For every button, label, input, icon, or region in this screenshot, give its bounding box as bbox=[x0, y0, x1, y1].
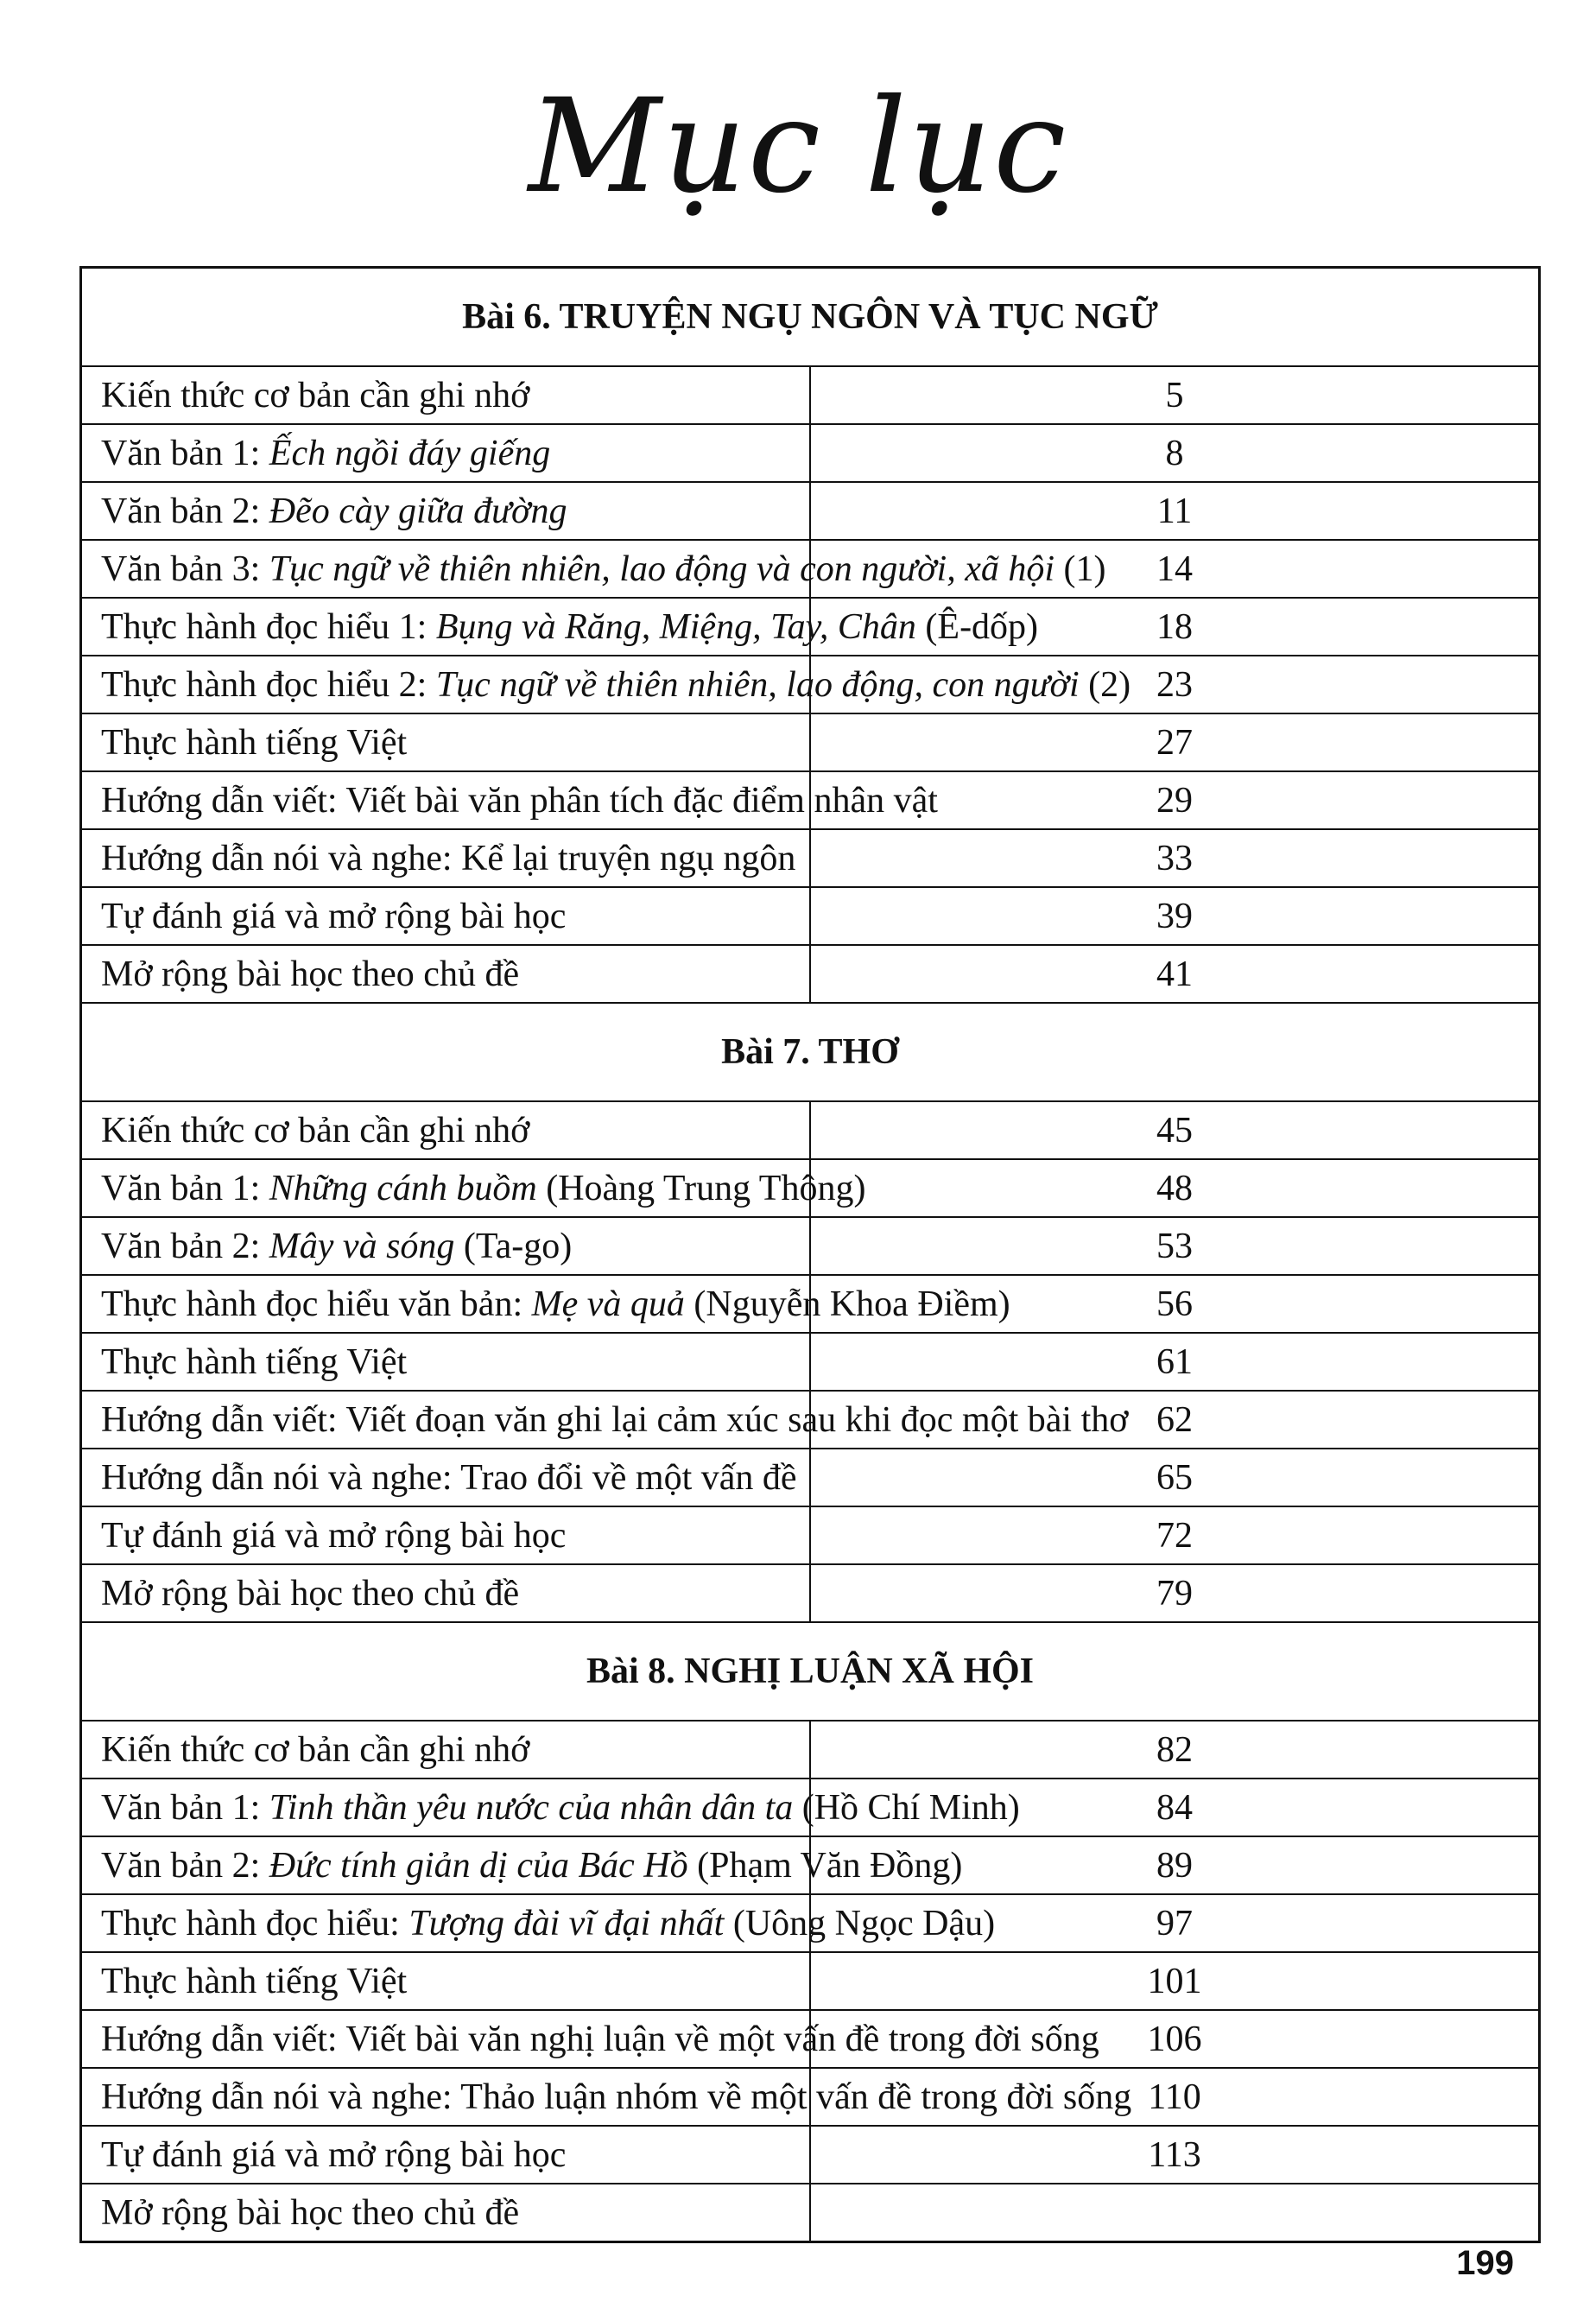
toc-entry-page: 45 bbox=[810, 1101, 1540, 1159]
entry-prefix: Mở rộng bài học theo chủ đề bbox=[101, 1573, 520, 1614]
entry-work-title: Tinh thần yêu nước của nhân dân ta bbox=[269, 1787, 794, 1828]
toc-entry-page: 62 bbox=[810, 1391, 1540, 1449]
entry-prefix: Văn bản 2: bbox=[101, 491, 269, 531]
entry-prefix: Thực hành đọc hiểu 2: bbox=[101, 664, 436, 705]
entry-prefix: Tự đánh giá và mở rộng bài học bbox=[101, 896, 567, 936]
toc-row bbox=[81, 945, 1540, 1003]
entry-prefix: Thực hành tiếng Việt bbox=[101, 722, 408, 763]
toc-row bbox=[81, 1506, 1540, 1564]
entry-suffix: (Hồ Chí Minh) bbox=[793, 1787, 1020, 1828]
toc-entry-title bbox=[81, 1836, 963, 1894]
toc-entry-page: 97 bbox=[810, 1894, 1540, 1952]
entry-prefix: Văn bản 3: bbox=[101, 548, 269, 589]
entry-prefix: Hướng dẫn viết: Viết bài văn nghị luận về một vấn đề trong đời sống bbox=[101, 2019, 1099, 2059]
toc-entry-page: 8 bbox=[810, 424, 1540, 482]
toc-entry-title bbox=[81, 945, 811, 1003]
toc-entry-page: 27 bbox=[810, 713, 1540, 771]
section-heading-row bbox=[81, 268, 1540, 367]
toc-row bbox=[81, 1952, 1540, 2010]
section-heading: Bài 8. NGHỊ LUẬN XÃ HỘI bbox=[81, 1622, 1540, 1721]
entry-suffix: (Uông Ngọc Dậu) bbox=[724, 1903, 996, 1943]
entry-work-title: Tục ngữ về thiên nhiên, lao động và con người, xã hội bbox=[269, 548, 1055, 589]
toc-entry-page: 33 bbox=[810, 829, 1540, 887]
toc-entry-title bbox=[81, 1506, 811, 1564]
toc-entry-title bbox=[81, 424, 811, 482]
toc-row bbox=[81, 1779, 1540, 1836]
toc-row bbox=[81, 1101, 1540, 1159]
entry-prefix: Văn bản 1: bbox=[101, 433, 269, 473]
toc-entry-title bbox=[81, 1333, 811, 1391]
toc-row bbox=[81, 1391, 1540, 1449]
toc-row bbox=[81, 2184, 1540, 2242]
toc-entry-title bbox=[81, 1449, 811, 1506]
entry-prefix: Tự đánh giá và mở rộng bài học bbox=[101, 2134, 567, 2175]
section-heading: Bài 6. TRUYỆN NGỤ NGÔN VÀ TỤC NGỮ bbox=[81, 268, 1540, 367]
entry-prefix: Mở rộng bài học theo chủ đề bbox=[101, 954, 520, 994]
entry-prefix: Hướng dẫn nói và nghe: Trao đổi về một vấn đề bbox=[101, 1457, 797, 1498]
entry-prefix: Văn bản 1: bbox=[101, 1168, 269, 1208]
entry-prefix: Kiến thức cơ bản cần ghi nhớ bbox=[101, 1729, 530, 1770]
toc-entry-title bbox=[81, 887, 811, 945]
toc-entry-page: 82 bbox=[810, 1721, 1540, 1779]
entry-prefix: Hướng dẫn viết: Viết bài văn phân tích đặc điểm nhân vật bbox=[101, 780, 938, 821]
entry-work-title: Tượng đài vĩ đại nhất bbox=[408, 1903, 725, 1943]
toc-row bbox=[81, 2126, 1540, 2184]
toc-entry-title bbox=[81, 482, 811, 540]
entry-prefix: Tự đánh giá và mở rộng bài học bbox=[101, 1515, 567, 1556]
toc-entry-page: 18 bbox=[810, 598, 1540, 656]
toc-entry-title bbox=[81, 598, 1039, 656]
entry-suffix: (Ta-go) bbox=[454, 1226, 573, 1266]
toc-entry-title bbox=[81, 2126, 811, 2184]
entry-prefix: Thực hành đọc hiểu: bbox=[101, 1903, 409, 1943]
toc-entry-page: 89 bbox=[810, 1836, 1540, 1894]
entry-prefix: Thực hành đọc hiểu 1: bbox=[101, 606, 436, 647]
toc-entry-page: 14 bbox=[810, 540, 1540, 598]
toc-row bbox=[81, 1836, 1540, 1894]
entry-prefix: Hướng dẫn nói và nghe: Kể lại truyện ngụ ngôn bbox=[101, 838, 796, 878]
toc-entry-title bbox=[81, 2010, 1099, 2068]
toc-entry-page: 48 bbox=[810, 1159, 1540, 1217]
page-number: 199 bbox=[1456, 2244, 1514, 2282]
entry-prefix: Kiến thức cơ bản cần ghi nhớ bbox=[101, 375, 530, 415]
entry-work-title: Mây và sóng bbox=[269, 1226, 455, 1266]
toc-entry-page: 106 bbox=[810, 2010, 1540, 2068]
entry-prefix: Văn bản 2: bbox=[101, 1845, 269, 1886]
toc-row bbox=[81, 1333, 1540, 1391]
toc-entry-title bbox=[81, 2068, 1132, 2126]
toc-entry-title bbox=[81, 1101, 811, 1159]
toc-entry-title bbox=[81, 1779, 1020, 1836]
toc-entry-title bbox=[81, 1391, 1129, 1449]
toc-row bbox=[81, 829, 1540, 887]
toc-row bbox=[81, 771, 1540, 829]
entry-prefix: Mở rộng bài học theo chủ đề bbox=[101, 2192, 520, 2233]
toc-entry-title bbox=[81, 2184, 811, 2242]
toc-row bbox=[81, 1894, 1540, 1952]
toc-row bbox=[81, 1449, 1540, 1506]
entry-suffix: (Hoàng Trung Thông) bbox=[536, 1168, 866, 1208]
toc-row bbox=[81, 424, 1540, 482]
toc-row bbox=[81, 887, 1540, 945]
entry-prefix: Văn bản 1: bbox=[101, 1787, 269, 1828]
entry-work-title: Mẹ và quả bbox=[531, 1284, 685, 1324]
toc-row bbox=[81, 366, 1540, 424]
section-heading-row bbox=[81, 1622, 1540, 1721]
entry-work-title: Bụng và Răng, Miệng, Tay, Chân bbox=[435, 606, 916, 647]
toc-entry-page: 5 bbox=[810, 366, 1540, 424]
entry-suffix: (Ê-dốp) bbox=[915, 606, 1039, 647]
entry-suffix: (2) bbox=[1079, 664, 1131, 705]
toc-entry-title bbox=[81, 1952, 811, 2010]
entry-prefix: Thực hành đọc hiểu văn bản: bbox=[101, 1284, 532, 1324]
entry-work-title: Những cánh buồm bbox=[269, 1168, 537, 1208]
toc-entry-title bbox=[81, 540, 1106, 598]
toc-entry-page: 29 bbox=[810, 771, 1540, 829]
entry-work-title: Đẽo cày giữa đường bbox=[269, 491, 567, 531]
entry-suffix: (Phạm Văn Đồng) bbox=[687, 1845, 963, 1886]
toc-entry-page: 53 bbox=[810, 1217, 1540, 1275]
toc-row bbox=[81, 482, 1540, 540]
toc-row bbox=[81, 1564, 1540, 1622]
toc-entry-page: 72 bbox=[810, 1506, 1540, 1564]
toc-row bbox=[81, 2068, 1540, 2126]
toc-row bbox=[81, 1159, 1540, 1217]
toc-entry-title bbox=[81, 1564, 811, 1622]
toc-table bbox=[79, 266, 1541, 2243]
toc-row bbox=[81, 540, 1540, 598]
toc-entry-page: 113 bbox=[810, 2126, 1540, 2184]
toc-entry-title bbox=[81, 366, 811, 424]
toc-row bbox=[81, 1217, 1540, 1275]
entry-prefix: Hướng dẫn viết: Viết đoạn văn ghi lại cảm xúc sau khi đọc một bài thơ bbox=[101, 1399, 1129, 1440]
entry-prefix: Hướng dẫn nói và nghe: Thảo luận nhóm về một vấn đề trong đời sống bbox=[101, 2077, 1132, 2117]
toc-entry-page: 65 bbox=[810, 1449, 1540, 1506]
toc-entry-page: 84 bbox=[810, 1779, 1540, 1836]
toc-entry-title bbox=[81, 656, 1131, 713]
toc-row bbox=[81, 2010, 1540, 2068]
entry-prefix: Thực hành tiếng Việt bbox=[101, 1961, 408, 2001]
toc-entry-title bbox=[81, 1275, 1010, 1333]
toc-entry-title bbox=[81, 713, 811, 771]
toc-entry-page: 79 bbox=[810, 1564, 1540, 1622]
entry-suffix: (Nguyễn Khoa Điềm) bbox=[684, 1284, 1010, 1324]
toc-row bbox=[81, 656, 1540, 713]
toc-row bbox=[81, 713, 1540, 771]
toc-entry-page: 23 bbox=[810, 656, 1540, 713]
section-heading-row bbox=[81, 1003, 1540, 1101]
entry-prefix: Kiến thức cơ bản cần ghi nhớ bbox=[101, 1110, 530, 1151]
entry-prefix: Thực hành tiếng Việt bbox=[101, 1341, 408, 1382]
section-heading: Bài 7. THƠ bbox=[81, 1003, 1540, 1101]
toc-entry-title bbox=[81, 771, 938, 829]
toc-entry-title bbox=[81, 1217, 811, 1275]
toc-entry-title bbox=[81, 1894, 996, 1952]
page-title: Mục lục bbox=[528, 72, 1068, 222]
entry-suffix: (1) bbox=[1054, 548, 1106, 589]
toc-entry-page: 101 bbox=[810, 1952, 1540, 2010]
toc-entry-title bbox=[81, 1721, 811, 1779]
toc-entry-page: 110 bbox=[810, 2068, 1540, 2126]
entry-work-title: Ếch ngồi đáy giếng bbox=[269, 433, 551, 473]
toc-entry-title bbox=[81, 1159, 866, 1217]
toc-entry-page: 39 bbox=[810, 887, 1540, 945]
toc-entry-page: 56 bbox=[810, 1275, 1540, 1333]
toc-row bbox=[81, 1275, 1540, 1333]
entry-work-title: Tục ngữ về thiên nhiên, lao động, con người bbox=[435, 664, 1080, 705]
toc-row bbox=[81, 598, 1540, 656]
toc-entry-title bbox=[81, 829, 811, 887]
entry-work-title: Đức tính giản dị của Bác Hồ bbox=[269, 1845, 688, 1886]
entry-prefix: Văn bản 2: bbox=[101, 1226, 269, 1266]
toc-entry-page: 11 bbox=[810, 482, 1540, 540]
toc-entry-page: 41 bbox=[810, 945, 1540, 1003]
toc-entry-page: 61 bbox=[810, 1333, 1540, 1391]
toc-row bbox=[81, 1721, 1540, 1779]
toc-entry-page bbox=[810, 2184, 1540, 2242]
